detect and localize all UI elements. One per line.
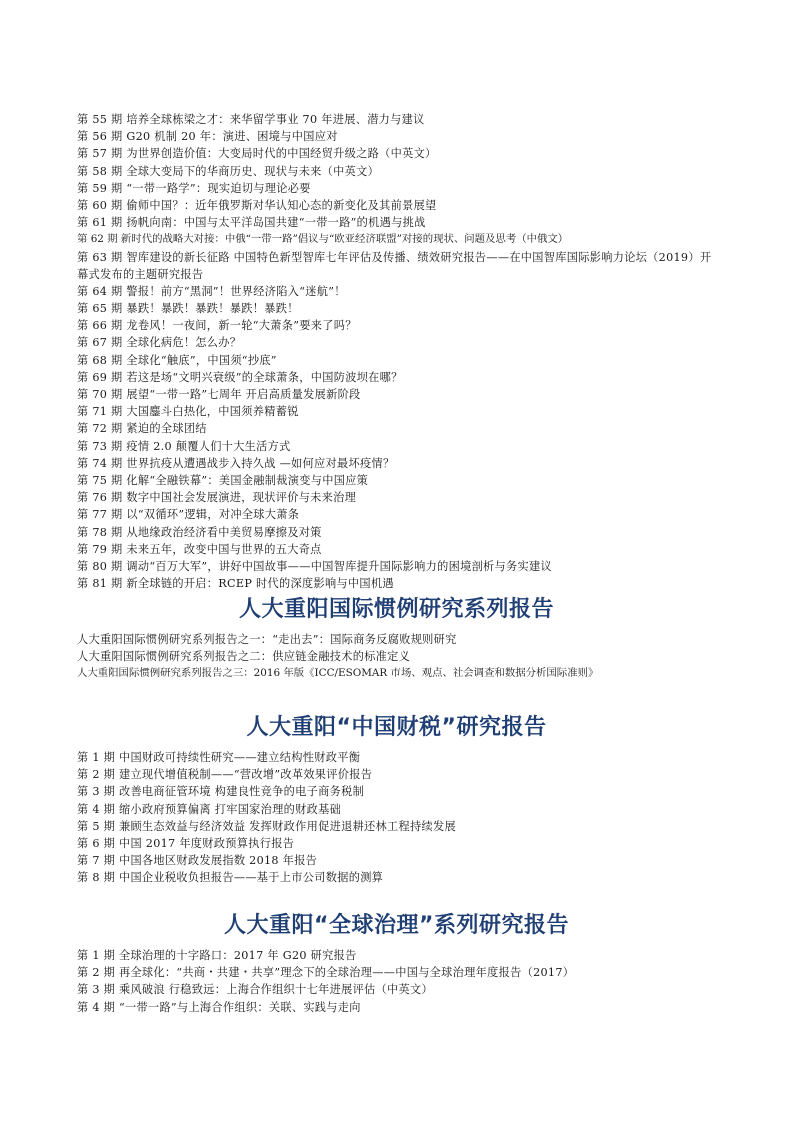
- list-item: 人大重阳国际惯例研究系列报告之二：供应链金融技术的标准定义: [77, 650, 411, 664]
- list-item: 第 1 期 全球治理的十字路口：2017 年 G20 研究报告: [77, 949, 357, 962]
- list-item: 第 58 期 全球大变局下的华商历史、现状与未来（中英文）: [77, 164, 380, 178]
- list-item: 第 2 期 建立现代增值税制——“营改增”改革效果评价报告: [77, 768, 373, 782]
- list-item: 第 70 期 展望“一带一路”七周年 开启高质量发展新阶段: [77, 388, 361, 402]
- list-item: 第 76 期 数字中国社会发展演进，现状评价与未来治理: [77, 491, 357, 505]
- list-item: 第 6 期 中国 2017 年度财政预算执行报告: [77, 836, 295, 850]
- list-item: 第 62 期 新时代的战略大对接：中俄“一带一路”倡议与“欧亚经济联盟”对接的现状、问题及思考（中俄文）: [77, 233, 569, 246]
- list-item: 第 3 期 改善电商征管环境 构建良性竞争的电子商务税制: [77, 785, 365, 799]
- list-item: 第 61 期 扬帆向南：中国与太平洋岛国共建“一带一路”的机遇与挑战: [77, 216, 426, 230]
- list-item: 第 81 期 新全球链的开启：RCEP 时代的深度影响与中国机遇: [77, 577, 394, 591]
- list-item: 第 3 期 乘风破浪 行稳致远：上海合作组织十七年进展评估（中英文）: [77, 983, 433, 997]
- list-item: 第 1 期 中国财政可持续性研究——建立结构性财政平衡: [77, 751, 361, 764]
- list-item: 第 55 期 培养全球栋梁之才：来华留学事业 70 年进展、潜力与建议: [77, 113, 425, 126]
- section-heading: 人大重阳“中国财税”研究报告: [246, 715, 547, 740]
- list-item: 第 8 期 中国企业税收负担报告——基于上市公司数据的测算: [77, 871, 384, 885]
- list-item: 第 2 期 再全球化：“共商・共建・共享”理念下的全球治理——中国与全球治理年度报告（2017）: [77, 966, 575, 980]
- list-item: 第 7 期 中国各地区财政发展指数 2018 年报告: [77, 854, 318, 868]
- list-item: 第 57 期 为世界创造价值：大变局时代的中国经贸升级之路（中英文）: [77, 147, 437, 161]
- list-item: 第 5 期 兼顾生态效益与经济效益 发挥财政作用促进退耕还林工程持续发展: [77, 819, 456, 833]
- list-item: 第 74 期 世界抗疫从遭遇战步入持久战 —如何应对最坏疫情？: [77, 456, 395, 470]
- section-heading: 人大重阳国际惯例研究系列报告: [238, 597, 554, 622]
- list-item: 第 77 期 以“双循环”逻辑，对冲全球大萧条: [77, 508, 300, 522]
- report-list-china-fiscal: [77, 749, 717, 887]
- list-item: 第 69 期 若这是场“文明兴衰级”的全球萧条，中国防波坝在哪？: [77, 370, 403, 384]
- list-item: 第 79 期 未来五年，改变中国与世界的五大奇点: [77, 542, 322, 556]
- section-heading: 人大重阳“全球治理”系列研究报告: [224, 913, 569, 938]
- list-item: 人大重阳国际惯例研究系列报告之一：“走出去”：国际商务反腐败规则研究: [77, 633, 457, 646]
- list-item: 第 66 期 龙卷风！一夜间，新一轮“大萧条”要来了吗？: [77, 319, 357, 333]
- list-item: 第 80 期 调动“百万大军”，讲好中国故事——中国智库提升国际影响力的困境剖析与务实建议: [77, 559, 552, 573]
- list-item: 第 65 期 暴跌！暴跌！暴跌！暴跌！暴跌！: [77, 302, 299, 316]
- list-item: 第 67 期 全球化病危！怎么办？: [77, 336, 242, 350]
- list-item: 第 60 期 偷师中国？：近年俄罗斯对华认知心态的新变化及其前景展望: [77, 198, 437, 212]
- list-item: 第 72 期 紧迫的全球团结: [77, 422, 207, 436]
- list-item: 第 56 期 G20 机制 20 年：演进、困境与中国应对: [77, 130, 338, 144]
- report-list-main: [77, 111, 717, 592]
- report-list-global-governance: [77, 947, 717, 1016]
- report-list-international-practice: [77, 631, 717, 683]
- list-item: 第 71 期 大国鏖斗白热化，中国须养精蓄锐: [77, 405, 299, 419]
- list-item: 第 73 期 疫情 2.0 颠覆人们十大生活方式: [77, 439, 291, 453]
- list-item: 第 64 期 警报！前方“黑洞”！世界经济陷入“迷航”！: [77, 284, 346, 298]
- list-item: 第 75 期 化解“全融铁幕”：美国金融制裁演变与中国应策: [77, 473, 369, 487]
- list-item: 第 63 期 智库建设的新长征路 中国特色新型智库七年评估及传播、绩效研究报告——在中国智库国际影响力论坛（2019）开幕式发布的主题研究报告: [77, 250, 712, 281]
- list-item: 第 78 期 从地缘政治经济看中美贸易摩擦及对策: [77, 525, 322, 539]
- list-item: 人大重阳国际惯例研究系列报告之三：2016 年版《ICC/ESOMAR 市场、观点、社会调查和数据分析国际准则》: [77, 667, 599, 680]
- list-item: 第 4 期 缩小政府预算偏离 打牢国家治理的财政基础: [77, 802, 342, 816]
- list-item: 第 4 期 “一带一路”与上海合作组织：关联、实践与走向: [77, 1000, 361, 1014]
- list-item: 第 68 期 全球化“触底”，中国须“抄底”: [77, 353, 277, 367]
- list-item: 第 59 期 “一带一路学”：现实迫切与理论必要: [77, 181, 311, 195]
